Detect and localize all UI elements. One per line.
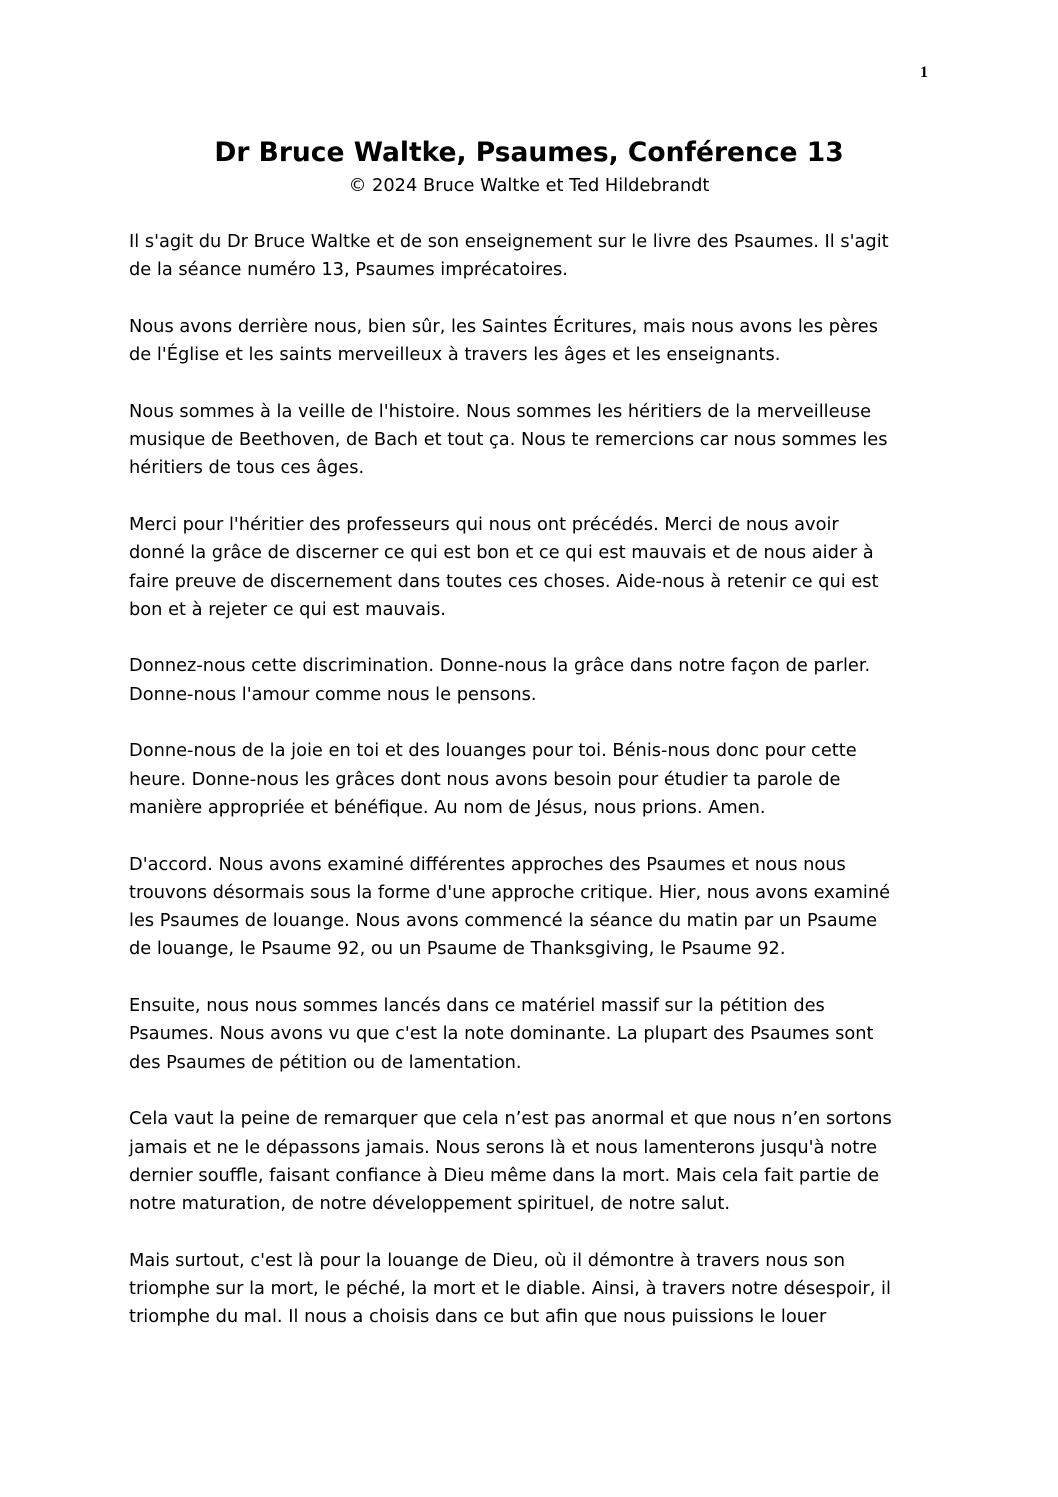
text-line: triomphe du mal. Il nous a choisis dans ce but afin que nous puissions le louer [129,1306,827,1328]
text-line: donné la grâce de discerner ce qui est bon et ce qui est mauvais et de nous aider à [129,542,874,564]
text-line: Donnez-nous cette discrimination. Donne-nous la grâce dans notre façon de parler. [129,655,871,677]
text-line: Nous sommes à la veille de l'histoire. Nous sommes les héritiers de la merveilleuse [129,400,872,422]
text-line: trouvons désormais sous la forme d'une approche critique. Hier, nous avons examiné [129,881,891,903]
text-line: bon et à rejeter ce qui est mauvais. [129,598,446,620]
text-line: Ensuite, nous nous sommes lancés dans ce matériel massif sur la pétition des [129,995,825,1017]
text-line: Merci pour l'héritier des professeurs qui nous ont précédés. Merci de nous avoir [129,513,839,535]
text-line: des Psaumes de pétition ou de lamentation. [129,1051,522,1073]
text-line: Nous avons derrière nous, bien sûr, les Saintes Écritures, mais nous avons les pères [129,315,878,337]
text-line: Il s'agit du Dr Bruce Waltke et de son enseignement sur le livre des Psaumes. Il s'agit [129,231,889,252]
document-body [129,228,959,1360]
text-line: Mais surtout, c'est là pour la louange de Dieu, où il démontre à travers nous son [129,1249,846,1271]
text-line: manière appropriée et bénéfique. Au nom de Jésus, nous prions. Amen. [129,796,766,818]
paragraph [129,313,959,370]
paragraph [129,1105,959,1218]
text-line: musique de Beethoven, de Bach et tout ça. Nous te remercions car nous sommes les [129,429,888,451]
paragraph [129,398,959,483]
paragraph [129,737,959,822]
text-line: D'accord. Nous avons examiné différentes approches des Psaumes et nous nous [129,853,846,875]
page-number: 1 [920,64,928,81]
text-line: notre maturation, de notre développement spirituel, de notre salut. [129,1193,731,1215]
paragraph [129,652,959,709]
text-line: Cela vaut la peine de remarquer que cela n’est pas anormal et que nous n’en sortons [129,1108,892,1130]
text-line: dernier souffle, faisant confiance à Dieu même dans la mort. Mais cela fait partie de [129,1164,880,1186]
paragraph [129,851,959,964]
text-line: triomphe sur la mort, le péché, la mort et le diable. Ainsi, à travers notre désespoir, il [129,1277,891,1299]
text-line: jamais et ne le dépassons jamais. Nous serons là et nous lamenterons jusqu'à notre [129,1136,878,1158]
text-line: Donne-nous l'amour comme nous le pensons. [129,683,537,705]
text-line: Donne-nous de la joie en toi et des louanges pour toi. Bénis-nous donc pour cette [129,740,857,762]
paragraph [129,511,959,624]
text-line: de l'Église et les saints merveilleux à travers les âges et les enseignants. [129,344,781,366]
paragraph [129,992,959,1077]
document-title: Dr Bruce Waltke, Psaumes, Conférence 13 [214,137,844,168]
copyright-line: © 2024 Bruce Waltke et Ted Hildebrandt [348,175,710,196]
text-line: Psaumes. Nous avons vu que c'est la note dominante. La plupart des Psaumes sont [129,1023,874,1045]
text-line: héritiers de tous ces âges. [129,457,365,479]
text-line: heure. Donne-nous les grâces dont nous avons besoin pour étudier ta parole de [129,768,841,790]
text-line: faire preuve de discernement dans toutes ces choses. Aide-nous à retenir ce qui est [129,570,879,592]
text-line: de louange, le Psaume 92, ou un Psaume de Thanksgiving, le Psaume 92. [129,938,786,960]
document-header [0,134,1058,200]
paragraph [129,1247,959,1332]
text-line: les Psaumes de louange. Nous avons commencé la séance du matin par un Psaume [129,910,878,932]
paragraph [129,228,959,285]
text-line: de la séance numéro 13, Psaumes imprécatoires. [129,259,568,281]
